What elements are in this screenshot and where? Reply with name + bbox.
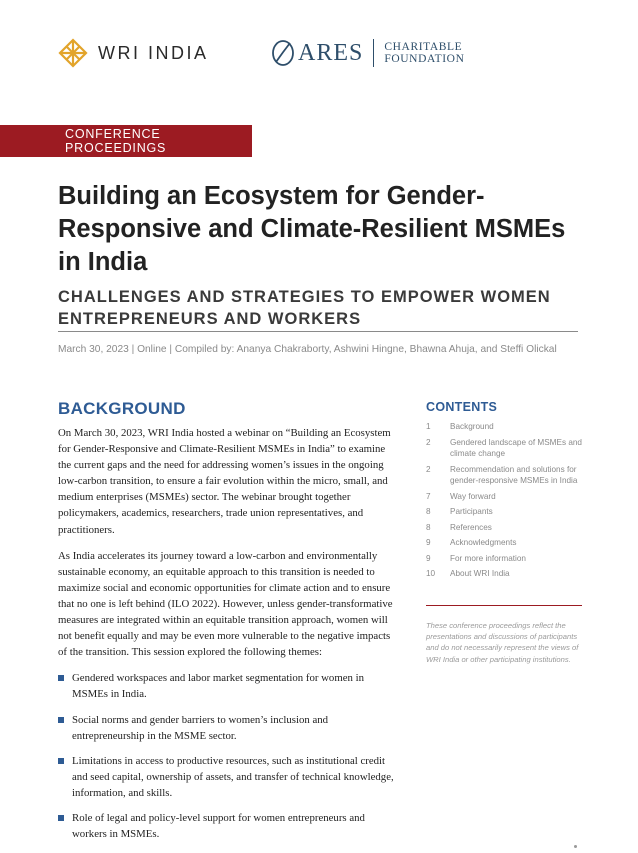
list-item (58, 712, 398, 744)
toc-label: References (450, 522, 492, 532)
table-of-contents (426, 421, 582, 584)
background-heading: BACKGROUND (58, 399, 186, 418)
contents-divider (426, 605, 582, 606)
square-bullet-icon (58, 717, 64, 723)
toc-page-number: 9 (426, 553, 431, 563)
document-type-banner: CONFERENCE PROCEEDINGS (0, 125, 252, 157)
toc-label: Way forward (450, 491, 496, 501)
toc-page-number: 10 (426, 569, 436, 578)
toc-label: Background (450, 422, 494, 431)
logo-bar (58, 38, 578, 78)
page-subtitle: CHALLENGES AND STRATEGIES TO EMPOWER WOMEN ENTREPRENEURS AND WORKERS (58, 288, 551, 328)
toc-item-references[interactable] (426, 522, 582, 534)
ares-logo (270, 38, 464, 68)
toc-label: Acknowledgments (450, 538, 517, 547)
toc-item-more-information[interactable] (426, 553, 582, 565)
ares-foundation-text (384, 41, 464, 65)
list-item (58, 753, 398, 801)
title-divider (58, 331, 578, 332)
toc-label: About WRI India (450, 569, 510, 578)
ares-sub-line1: CHARITABLE (384, 41, 463, 53)
publication-meta: March 30, 2023 | Online | Compiled by: Ananya Chakraborty, Ashwini Hingne, Bhawna Ahuja, and Steffi Olickal (58, 344, 557, 355)
toc-page-number: 7 (426, 491, 431, 501)
square-bullet-icon (58, 675, 64, 681)
toc-label: For more information (450, 553, 526, 563)
themes-list (58, 670, 398, 842)
square-bullet-icon (58, 758, 64, 764)
list-item-text: Role of legal and policy-level support for women entrepreneurs and workers in MSMEs. (72, 811, 365, 841)
background-paragraph: As India accelerates its journey toward a low-carbon and environmentally sustainable economy, an equitable approach to this transition is needed to maximize social and economic opportunities for climate action and to ensure that no one is left behind (ILO 2022). However, unless gender-transformative measures are integrated within an equitable transition approach, women will not benefit equally and may be even more vulnerable to the negative impacts of the transition. This session explored the following themes: (58, 549, 393, 659)
toc-item-background[interactable] (426, 421, 582, 433)
toc-item-recommendations[interactable] (426, 464, 582, 487)
square-bullet-icon (58, 815, 64, 821)
contents-heading: CONTENTS (426, 400, 498, 414)
ares-leaf-icon (270, 38, 296, 68)
toc-item-about-wri-india[interactable] (426, 568, 582, 580)
wri-lattice-icon (58, 38, 88, 68)
toc-page-number: 2 (426, 437, 431, 447)
wri-india-logo (58, 38, 209, 68)
toc-item-way-forward[interactable] (426, 491, 582, 503)
toc-item-acknowledgments[interactable] (426, 537, 582, 549)
toc-page-number: 2 (426, 464, 431, 474)
logo-divider (373, 39, 374, 67)
ares-logo-text: ARES (298, 39, 364, 66)
wri-logo-text: WRI INDIA (98, 42, 209, 63)
disclaimer-note: These conference proceedings reflect the presentations and discussions of participants and do not necessarily represent the views of WRI India or other participating institutions. (426, 621, 579, 664)
page-marker (574, 845, 577, 848)
list-item-text: Social norms and gender barriers to women’s inclusion and entrepreneurship in the MSME sector. (72, 713, 329, 742)
toc-page-number: 1 (426, 422, 431, 431)
list-item (58, 670, 398, 702)
toc-label: Recommendation and solutions for gender-responsive MSMEs in India (450, 464, 578, 485)
background-paragraph: On March 30, 2023, WRI India hosted a webinar on “Building an Ecosystem for Gender-Responsive and Climate-Resilient MSMEs in India” to examine the current gaps and the need for addressing women’s issues in the ongoing low-carbon transition, to ensure a fair evolution within the micro, small, and medium enterprises (MSMEs) sector. The webinar brought together policymakers, academics, researchers, trade union representatives, and practitioners. (58, 427, 391, 536)
toc-label: Participants (450, 507, 493, 516)
list-item-text: Limitations in access to productive resources, such as institutional credit and seed capital, ownership of assets, and transfer of technical knowledge, information, and skills. (72, 754, 394, 799)
toc-page-number: 9 (426, 538, 431, 547)
toc-page-number: 8 (426, 507, 431, 516)
toc-page-number: 8 (426, 522, 431, 532)
list-item-text: Gendered workspaces and labor market segmentation for women in MSMEs in India. (72, 672, 365, 701)
list-item (58, 810, 398, 842)
toc-item-participants[interactable] (426, 506, 582, 518)
toc-label: Gendered landscape of MSMEs and climate change (450, 437, 582, 458)
background-section (58, 425, 398, 851)
page-title: Building an Ecosystem for Gender-Responsive and Climate-Resilient MSMEs in India (58, 182, 566, 276)
ares-sub-line2: FOUNDATION (384, 53, 465, 65)
toc-item-gendered-landscape[interactable] (426, 437, 582, 460)
